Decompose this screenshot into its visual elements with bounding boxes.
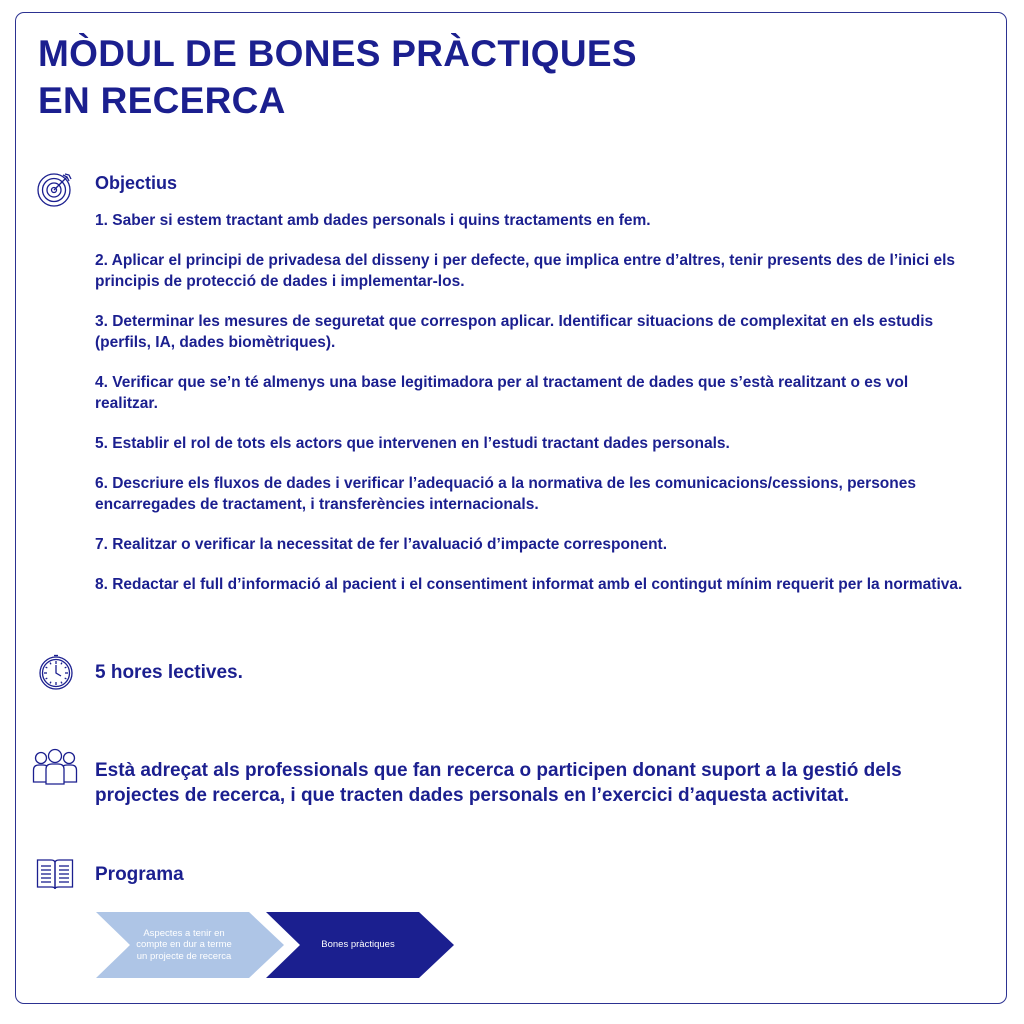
program-step-2-label: Bones pràctiques [321,939,395,951]
program-step-1 [96,912,286,978]
program-step-1-label: Aspectes a tenir en compte en dur a terme un projecte de recerca [136,927,232,962]
program-heading: Programa [95,864,184,885]
duration-text: 5 hores lectives. [95,662,243,683]
objectives-heading: Objectius [95,173,178,193]
objective-item: 1. Saber si estem tractant amb dades personals i quins tractaments en fem. [95,212,651,229]
objective-item: 8. Redactar el full d’informació al pacient i el consentiment informat amb el contingut mínim requerit per la normativa. [95,576,963,593]
objective-item: 6. Descriure els fluxos de dades i verificar l’adequació a la normativa de les comunicacions/cessions, persones encarregades de tractament, i transferències internacionals. [95,475,916,513]
objective-item: 5. Establir el rol de tots els actors que intervenen en l’estudi tractant dades personals. [95,435,730,452]
title-line-2: EN RECERCA [38,80,286,121]
program-step-2 [266,912,456,978]
objectives-list [95,210,975,614]
audience-text: Està adreçat als professionals que fan recerca o participen donant suport a la gestió dels projectes de recerca, i que tracten dades personals en l’exercici d’aquesta activitat. [95,760,902,806]
target-icon [36,170,74,208]
objective-item: 4. Verificar que se’n té almenys una base legitimadora per al tractament de dades que s’està realitzant o es vol realitzar. [95,374,909,412]
objective-item: 7. Realitzar o verificar la necessitat de fer l’avaluació d’impacte corresponent. [95,536,668,553]
people-icon [32,748,78,786]
objective-item: 3. Determinar les mesures de seguretat que correspon aplicar. Identificar situacions de complexitat en els estudis (perfils, IA, dades biomètriques). [95,313,934,351]
page-title [38,30,637,124]
clock-icon [38,653,74,691]
book-icon [36,856,74,892]
title-line-1: MÒDUL DE BONES PRÀCTIQUES [38,33,637,74]
objective-item: 2. Aplicar el principi de privadesa del disseny i per defecte, que implica entre d’altres, tenir presents des de l’inici els principis de protecció de dades i implementar-los. [95,252,955,290]
